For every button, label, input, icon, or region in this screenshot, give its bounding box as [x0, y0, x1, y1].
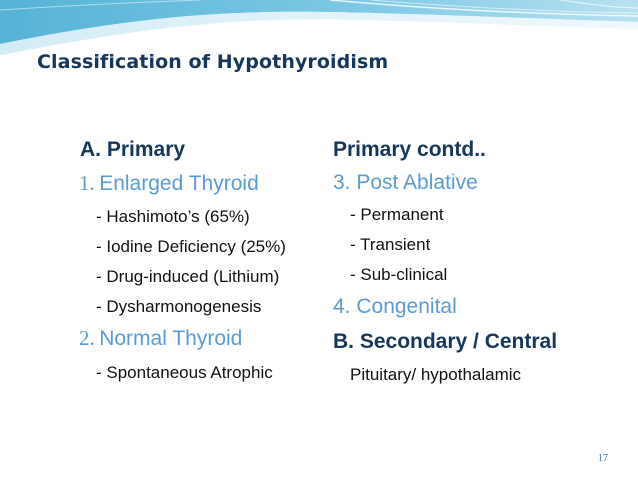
- list-item: - Drug-induced (Lithium): [96, 267, 280, 286]
- list-item: - Transient: [350, 235, 431, 254]
- congenital-heading: 4. Congenital: [333, 295, 457, 318]
- page-number: 17: [598, 453, 608, 464]
- list-item: - Iodine Deficiency (25%): [96, 237, 286, 256]
- enlarged-label: Enlarged Thyroid: [99, 172, 259, 195]
- post-ablative-heading: 3. Post Ablative: [333, 171, 478, 194]
- normal-number: 2.: [79, 326, 95, 350]
- normal-label: Normal Thyroid: [99, 327, 243, 350]
- list-item: - Sub-clinical: [350, 265, 448, 284]
- list-item: - Spontaneous Atrophic: [96, 363, 273, 382]
- normal-thyroid-heading: [79, 326, 242, 351]
- left-column: [80, 138, 320, 398]
- primary-heading: A. Primary: [80, 138, 186, 161]
- slide-title: Classification of Hypothyroidism: [37, 51, 389, 73]
- primary-contd-heading: Primary contd..: [333, 138, 486, 161]
- enlarged-thyroid-heading: [79, 171, 259, 196]
- list-item: - Dysharmonogenesis: [96, 297, 262, 316]
- secondary-heading: B. Secondary / Central: [333, 330, 558, 353]
- list-item: - Permanent: [350, 205, 444, 224]
- right-column: [333, 138, 623, 398]
- list-item: Pituitary/ hypothalamic: [350, 365, 522, 384]
- enlarged-number: 1.: [79, 171, 95, 195]
- list-item: - Hashimoto’s (65%): [96, 207, 250, 226]
